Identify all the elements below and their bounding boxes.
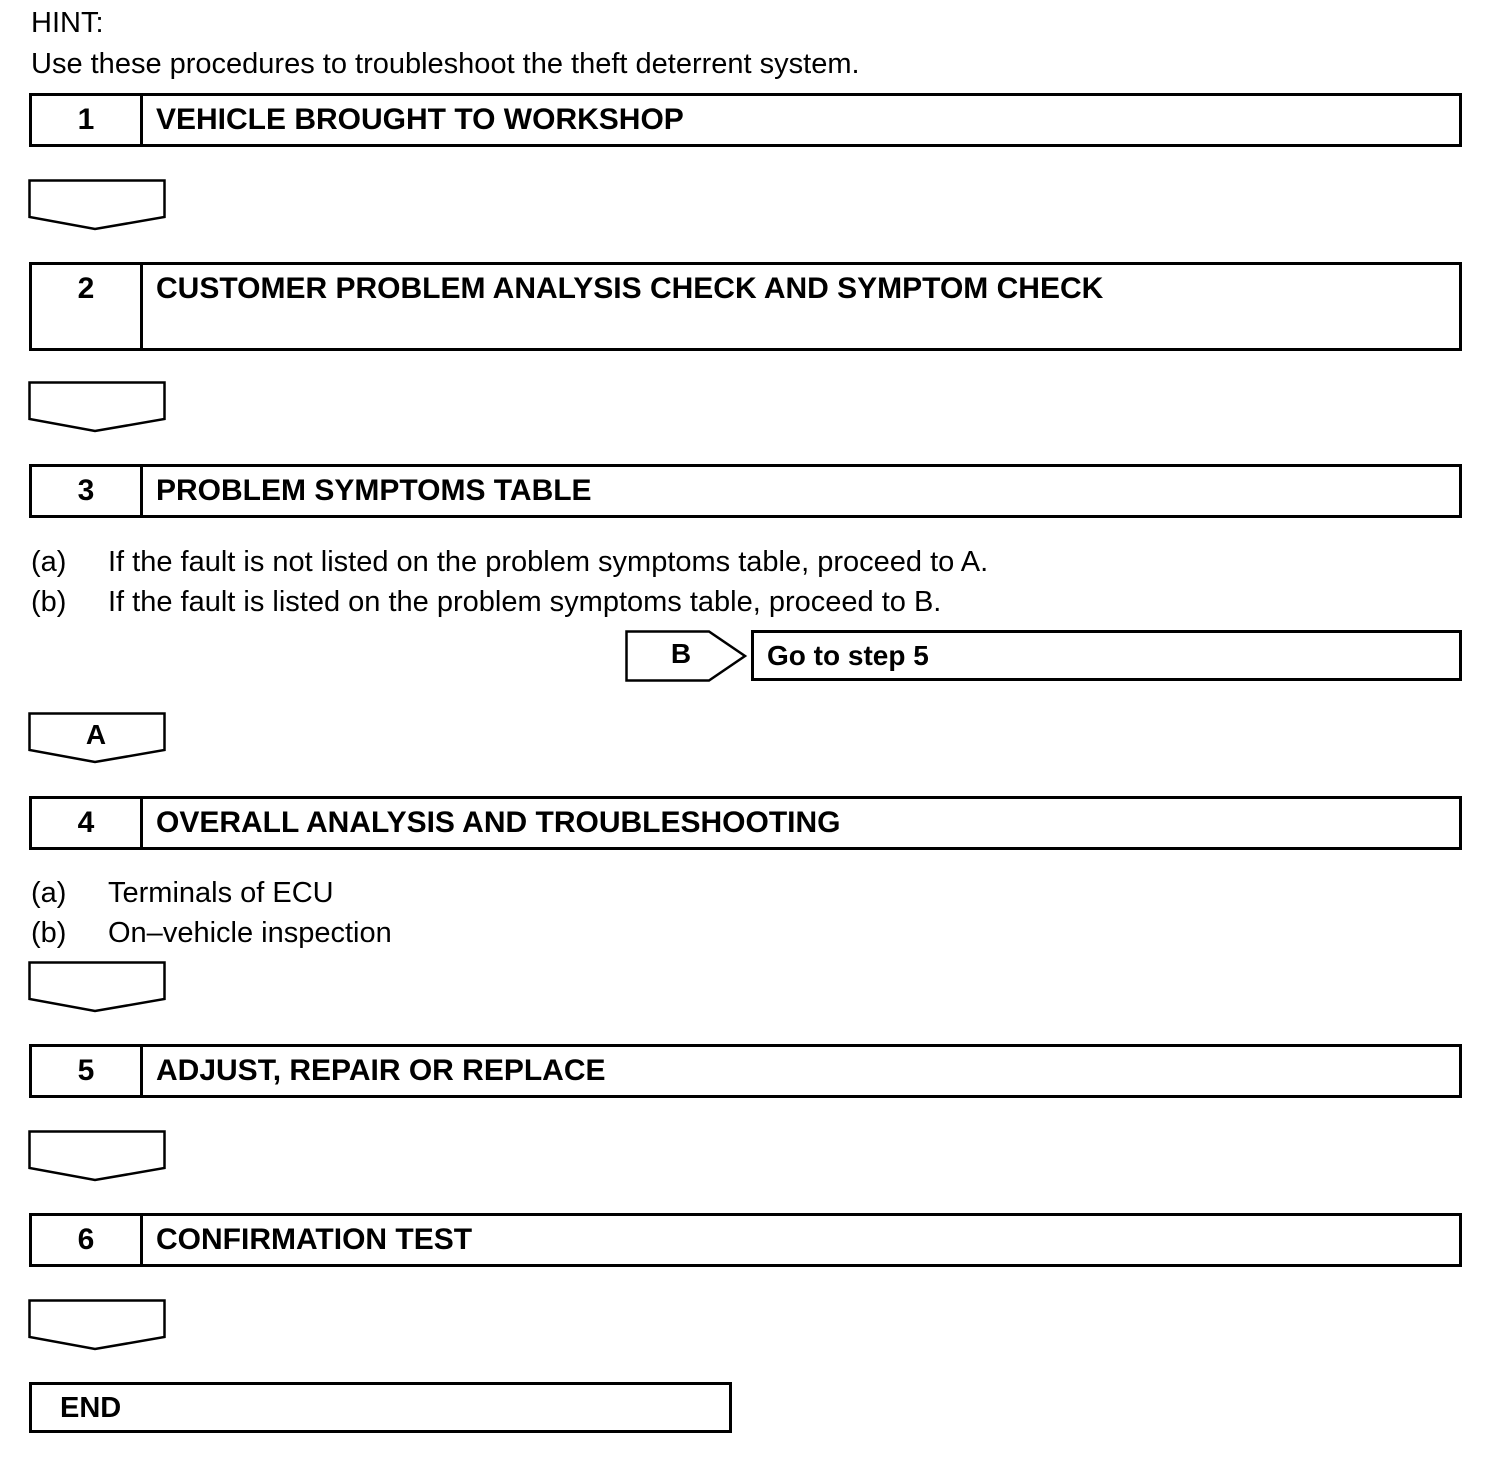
down-arrow-icon xyxy=(28,179,166,231)
branch-b-label: B xyxy=(670,638,692,669)
branch-a-label: A xyxy=(85,719,107,750)
step-number: 2 xyxy=(32,265,143,348)
step-title: CUSTOMER PROBLEM ANALYSIS CHECK AND SYMPTOM CHECK xyxy=(156,272,1104,305)
branch-b-marker xyxy=(625,630,749,682)
step4-item-a-text: Terminals of ECU xyxy=(108,877,334,909)
flow-arrow-a xyxy=(28,712,166,764)
step3-item-b-text: If the fault is listed on the problem symptoms table, proceed to B. xyxy=(108,586,942,618)
step-number: 4 xyxy=(32,799,143,847)
step4-item-b-label: (b) xyxy=(31,917,67,949)
hint-heading: HINT: xyxy=(31,7,104,39)
step-title: VEHICLE BROUGHT TO WORKSHOP xyxy=(156,103,684,136)
step-3 xyxy=(29,464,1462,518)
step3-item-a-text: If the fault is not listed on the problem symptoms table, proceed to A. xyxy=(108,546,989,578)
flow-arrow xyxy=(28,961,166,1013)
down-arrow-icon xyxy=(28,1299,166,1351)
step-number: 5 xyxy=(32,1047,143,1095)
go-to-step-box: Go to step 5 xyxy=(751,630,1462,681)
down-arrow-icon xyxy=(28,961,166,1013)
step-4 xyxy=(29,796,1462,850)
down-arrow-icon xyxy=(28,381,166,433)
step-2 xyxy=(29,262,1462,351)
step-number: 1 xyxy=(32,96,143,144)
step4-item-a-label: (a) xyxy=(31,877,67,909)
flow-arrow xyxy=(28,1130,166,1182)
step-6 xyxy=(29,1213,1462,1267)
end-box: END xyxy=(29,1382,732,1433)
flow-arrow xyxy=(28,179,166,231)
step-title: CONFIRMATION TEST xyxy=(156,1223,473,1256)
step-1 xyxy=(29,93,1462,147)
step3-item-b-label: (b) xyxy=(31,586,67,618)
step-title: PROBLEM SYMPTOMS TABLE xyxy=(156,474,592,507)
hint-text: Use these procedures to troubleshoot the theft deterrent system. xyxy=(31,48,860,80)
flow-arrow xyxy=(28,381,166,433)
step4-item-b-text: On–vehicle inspection xyxy=(108,917,392,949)
down-arrow-icon xyxy=(28,1130,166,1182)
flow-arrow xyxy=(28,1299,166,1351)
step-title: ADJUST, REPAIR OR REPLACE xyxy=(156,1054,606,1087)
step-number: 6 xyxy=(32,1216,143,1264)
step3-item-a-label: (a) xyxy=(31,546,67,578)
step-title: OVERALL ANALYSIS AND TROUBLESHOOTING xyxy=(156,806,841,839)
step-number: 3 xyxy=(32,467,143,515)
step-5 xyxy=(29,1044,1462,1098)
